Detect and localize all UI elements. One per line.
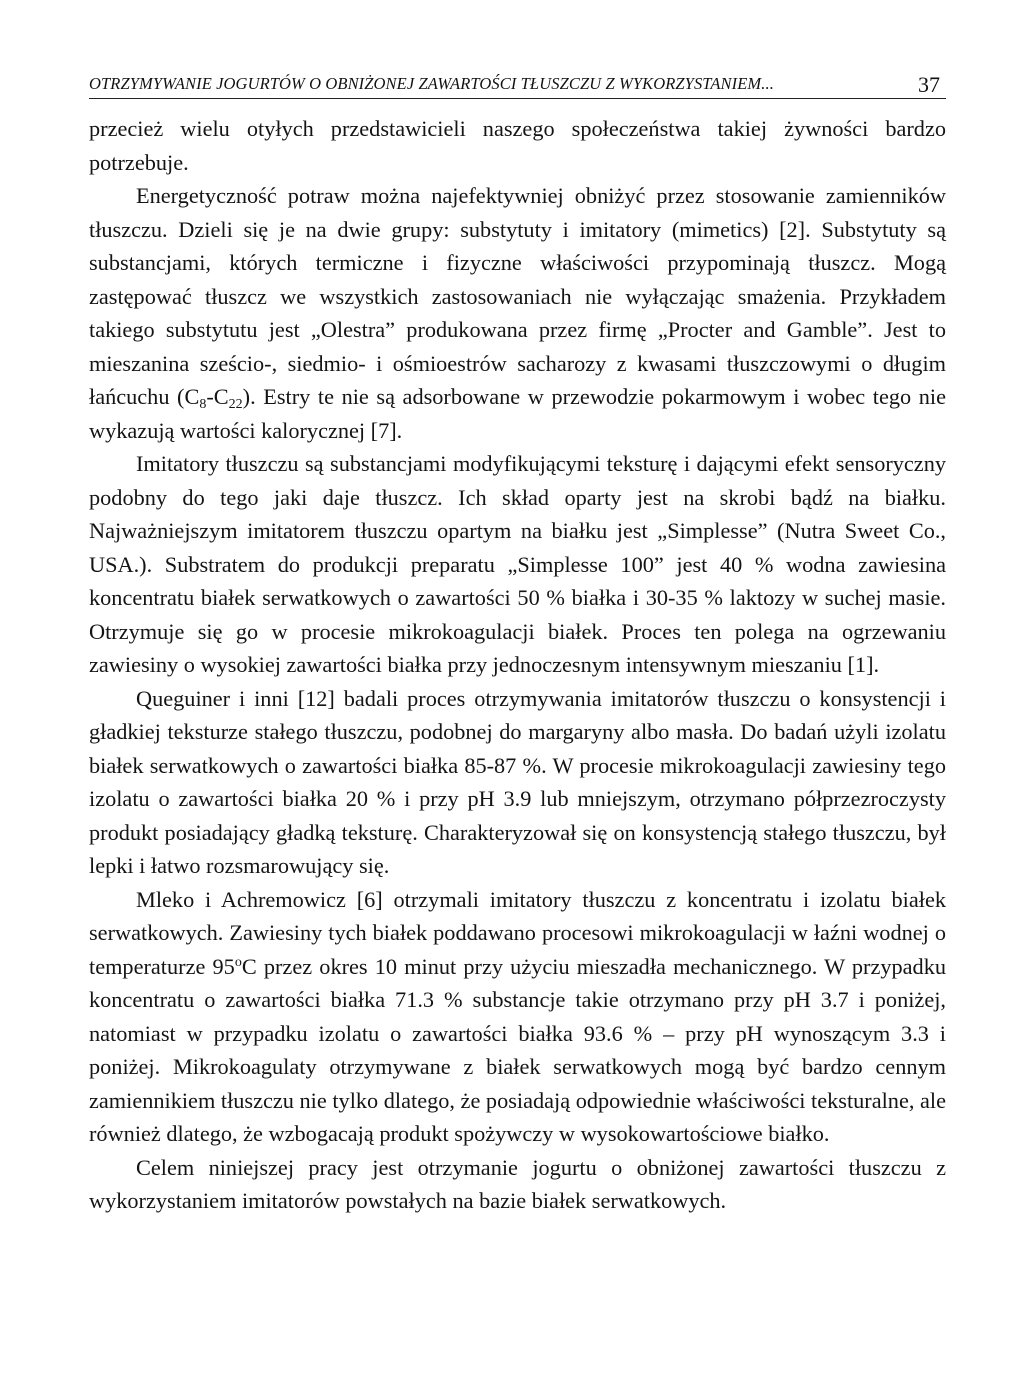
paragraph-3: Imitatory tłuszczu są substancjami modyfikującymi teksturę i dającymi efekt sensoryczny podobny do tego jaki daje tłuszcz. Ich skład oparty jest na skrobi bądź na białku. Najważniejszym imitatorem tłuszczu opartym na białku jest „Simplesse” (Nutra Sweet Co., USA.). Substratem do produkcji preparatu „Simplesse 100” jest 40 % wodna zawiesina koncentratu białek serwatkowych o zawartości 50 % białka i 30-35 % laktozy w suchej masie. Otrzymuje się go w procesie mikrokoagulacji białek. Proces ten polega na ogrzewaniu zawiesiny o wysokiej zawartości białka przy jednoczesnym intensywnym mieszaniu [1]. xyxy=(89,451,946,677)
paragraph-5 xyxy=(89,883,946,1151)
paragraph-5-text: Mleko i Achremowicz [6] otrzymali imitatory tłuszczu z koncentratu i izolatu białek serwatkowych. Zawiesiny tych białek poddawano procesowi mikrokoagulacji w łaźni wodnej o temperaturze 95 xyxy=(89,886,946,979)
body-text xyxy=(89,112,946,1218)
paragraph-2-dash: -C xyxy=(206,384,229,409)
paragraph-5-tail: C przez okres 10 minut przy użyciu mieszadła mechanicznego. W przypadku koncentratu o zawartości białka 71.3 % substancje takie otrzymano przy pH 3.7 i poniżej, natomiast w przypadku izolatu o zawartości białka 93.6 % – przy pH wynoszącym 3.3 i poniżej. Mikrokoagulaty otrzymywane z białek serwatkowych mogą być bardzo cennym zamiennikiem tłuszczu nie tylko dlatego, że posiadają odpowiednie właściwości teksturalne, ale również dlatego, że wzbogacają produkt spożywczy w wysokowartościowe białko. xyxy=(89,953,946,1146)
page-number: 37 xyxy=(918,72,940,97)
running-header xyxy=(89,72,946,99)
degree-superscript: o xyxy=(234,954,242,970)
subscript-c22: 22 xyxy=(228,397,243,412)
running-title: OTRZYMYWANIE JOGURTÓW O OBNIŻONEJ ZAWARTOŚCI TŁUSZCZU Z WYKORZYSTANIEM... xyxy=(89,74,774,93)
paragraph-1: przecież wielu otyłych przedstawicieli naszego społeczeństwa takiej żywności bardzo potrzebuje. xyxy=(89,116,946,175)
paragraph-6: Celem niniejszej pracy jest otrzymanie jogurtu o obniżonej zawartości tłuszczu z wykorzystaniem imitatorów powstałych na bazie białek serwatkowych. xyxy=(89,1154,946,1213)
subscript-c8: 8 xyxy=(199,397,207,412)
paragraph-2-text: Energetyczność potraw można najefektywniej obniżyć przez stosowanie zamienników tłuszczu. Dzieli się je na dwie grupy: substytuty i imitatory (mimetics) [2]. Substytuty są substancjami, których termiczne i fizyczne właściwości przypominają tłuszcz. Mogą zastępować tłuszcz we wszystkich zastosowaniach nie wyłączając smażenia. Przykładem takiego substytutu jest „Olestra” produkowana przez firmę „Procter and Gamble”. Jest to mieszanina sześcio-, siedmio- i ośmioestrów sacharozy z kwasami tłuszczowymi o długim łańcuchu (C xyxy=(89,183,946,409)
paragraph-2-tail: ). Estry te nie są adsorbowane w przewodzie pokarmowym i wobec tego nie wykazują wartości kalorycznej [7]. xyxy=(89,384,946,443)
paragraph-2 xyxy=(89,179,946,447)
paragraph-4: Queguiner i inni [12] badali proces otrzymywania imitatorów tłuszczu o konsystencji i gładkiej teksturze stałego tłuszczu, podobnej do margaryny albo masła. Do badań użyli izolatu białek serwatkowych o zawartości białka 85-87 %. W procesie mikrokoagulacji zawiesiny tego izolatu o zawartości białka 20 % i przy pH 3.9 lub mniejszym, otrzymano półprzezroczysty produkt posiadający gładką teksturę. Charakteryzował się on konsystencją stałego tłuszczu, był lepki i łatwo rozsmarowujący się. xyxy=(89,685,946,878)
